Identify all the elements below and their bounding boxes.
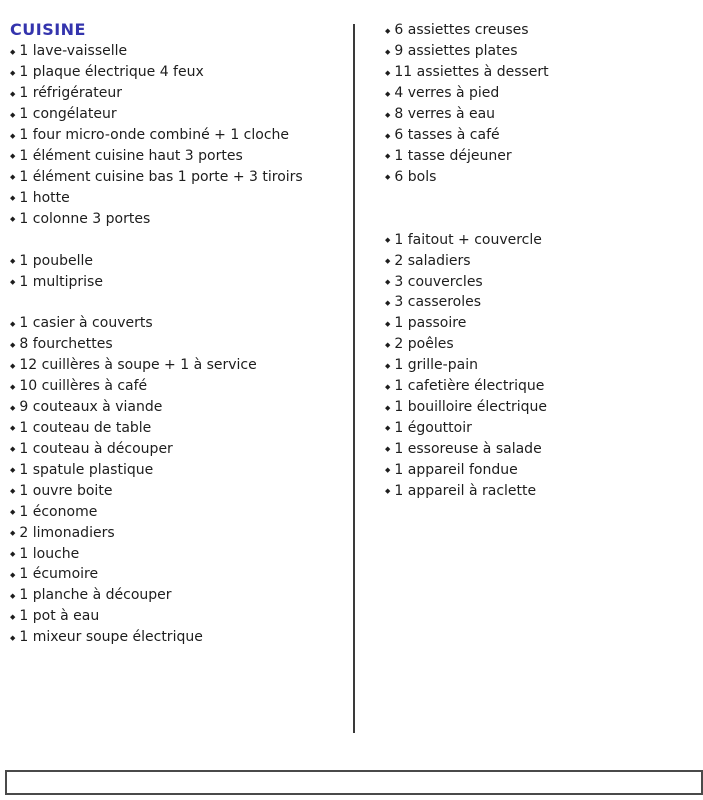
item-label: 1 tasse déjeuner (394, 147, 512, 164)
item-label: 10 cuillères à café (19, 378, 148, 395)
diamond-bullet-icon: ◆ (10, 466, 16, 475)
diamond-bullet-icon: ◆ (10, 257, 16, 266)
item-label: 1 ouvre boite (19, 482, 113, 499)
diamond-bullet-icon: ◆ (385, 257, 391, 266)
diamond-bullet-icon: ◆ (385, 47, 391, 56)
item-label: 1 égouttoir (394, 419, 472, 436)
list-item (10, 271, 355, 292)
list-item (385, 62, 697, 83)
item-label: 1 lave-vaisselle (19, 43, 128, 60)
item-label: 1 écumoire (19, 566, 99, 583)
diamond-bullet-icon: ◆ (10, 508, 16, 517)
diamond-bullet-icon: ◆ (10, 340, 16, 349)
right-column (385, 20, 697, 501)
item-label: 1 colonne 3 portes (19, 210, 151, 227)
diamond-bullet-icon: ◆ (385, 445, 391, 454)
item-label: 9 couteaux à viande (19, 399, 163, 416)
item-label: 6 bols (394, 168, 437, 185)
diamond-bullet-icon: ◆ (385, 278, 391, 287)
diamond-bullet-icon: ◆ (10, 173, 16, 182)
item-label: 1 passoire (394, 315, 467, 332)
diamond-bullet-icon: ◆ (385, 319, 391, 328)
item-label: 1 appareil à raclette (394, 482, 537, 499)
right-group-1 (385, 20, 697, 187)
diamond-bullet-icon: ◆ (385, 89, 391, 98)
list-item (385, 83, 697, 104)
list-item (385, 438, 697, 459)
list-item (385, 229, 697, 250)
list-item (10, 480, 355, 501)
list-item (385, 459, 697, 480)
item-label: 1 couteau à découper (19, 440, 173, 457)
list-item (10, 187, 355, 208)
list-item (10, 585, 355, 606)
list-item (10, 522, 355, 543)
list-item (10, 313, 355, 334)
diamond-bullet-icon: ◆ (385, 26, 391, 35)
item-label: 2 poêles (394, 336, 454, 353)
list-item (10, 627, 355, 648)
list-item (10, 334, 355, 355)
item-label: 1 four micro-onde combiné + 1 cloche (19, 127, 290, 144)
diamond-bullet-icon: ◆ (10, 131, 16, 140)
list-item (10, 438, 355, 459)
diamond-bullet-icon: ◆ (10, 445, 16, 454)
diamond-bullet-icon: ◆ (385, 68, 391, 77)
diamond-bullet-icon: ◆ (385, 466, 391, 475)
item-label: 1 grille-pain (394, 357, 478, 374)
diamond-bullet-icon: ◆ (10, 591, 16, 600)
diamond-bullet-icon: ◆ (10, 89, 16, 98)
item-label: 1 louche (19, 545, 80, 562)
diamond-bullet-icon: ◆ (10, 110, 16, 119)
diamond-bullet-icon: ◆ (385, 361, 391, 370)
item-label: 1 poubelle (19, 252, 93, 269)
item-label: 4 verres à pied (394, 85, 500, 102)
item-label: 6 assiettes creuses (394, 22, 529, 39)
list-item (385, 480, 697, 501)
diamond-bullet-icon: ◆ (385, 110, 391, 119)
list-item (10, 606, 355, 627)
item-label: 1 pot à eau (19, 608, 100, 625)
diamond-bullet-icon: ◆ (385, 236, 391, 245)
left-column (10, 20, 355, 648)
item-label: 1 élément cuisine haut 3 portes (19, 147, 243, 164)
page-title: CUISINE (10, 20, 86, 39)
item-label: 1 casier à couverts (19, 315, 153, 332)
diamond-bullet-icon: ◆ (385, 403, 391, 412)
item-label: 1 essoreuse à salade (394, 440, 542, 457)
item-label: 1 appareil fondue (394, 461, 518, 478)
item-label: 1 mixeur soupe électrique (19, 629, 203, 646)
list-item (10, 125, 355, 146)
item-label: 3 casseroles (394, 294, 482, 311)
list-item (385, 418, 697, 439)
right-column-groups (385, 20, 697, 501)
diamond-bullet-icon: ◆ (385, 131, 391, 140)
diamond-bullet-icon: ◆ (10, 47, 16, 56)
diamond-bullet-icon: ◆ (385, 340, 391, 349)
diamond-bullet-icon: ◆ (10, 570, 16, 579)
list-item (10, 397, 355, 418)
item-label: 1 plaque électrique 4 feux (19, 64, 204, 81)
list-item (10, 501, 355, 522)
item-label: 8 fourchettes (19, 336, 113, 353)
diamond-bullet-icon: ◆ (10, 152, 16, 161)
list-item (10, 166, 355, 187)
item-label: 1 multiprise (19, 273, 103, 290)
item-label: 1 faitout + couvercle (394, 231, 542, 248)
diamond-bullet-icon: ◆ (385, 173, 391, 182)
list-item (385, 355, 697, 376)
list-item (385, 334, 697, 355)
diamond-bullet-icon: ◆ (10, 529, 16, 538)
item-label: 6 tasses à café (394, 127, 500, 144)
left-group-1 (10, 41, 355, 229)
diamond-bullet-icon: ◆ (10, 68, 16, 77)
diamond-bullet-icon: ◆ (10, 382, 16, 391)
list-item (10, 459, 355, 480)
item-label: 9 assiettes plates (394, 43, 518, 60)
list-item (385, 125, 697, 146)
list-item (10, 250, 355, 271)
list-item (10, 564, 355, 585)
left-group-2 (10, 250, 355, 292)
left-group-3 (10, 313, 355, 648)
list-item (10, 208, 355, 229)
item-label: 12 cuillères à soupe + 1 à service (19, 357, 257, 374)
list-item (10, 41, 355, 62)
item-label: 1 cafetière électrique (394, 378, 545, 395)
list-item (385, 104, 697, 125)
list-item (385, 250, 697, 271)
item-label: 8 verres à eau (394, 106, 496, 123)
list-item (10, 355, 355, 376)
diamond-bullet-icon: ◆ (10, 487, 16, 496)
item-label: 1 réfrigérateur (19, 85, 122, 102)
left-column-groups (10, 41, 355, 648)
item-label: 1 bouilloire électrique (394, 399, 548, 416)
list-item (385, 292, 697, 313)
diamond-bullet-icon: ◆ (385, 424, 391, 433)
list-item (385, 146, 697, 167)
diamond-bullet-icon: ◆ (385, 487, 391, 496)
diamond-bullet-icon: ◆ (10, 424, 16, 433)
diamond-bullet-icon: ◆ (10, 278, 16, 287)
diamond-bullet-icon: ◆ (10, 550, 16, 558)
list-item (10, 83, 355, 104)
item-label: 1 hotte (19, 189, 70, 206)
item-label: 1 planche à découper (19, 587, 172, 604)
diamond-bullet-icon: ◆ (10, 612, 16, 621)
item-label: 1 élément cuisine bas 1 porte + 3 tiroirs (19, 168, 303, 185)
item-label: 11 assiettes à dessert (394, 64, 549, 81)
list-item (10, 146, 355, 167)
item-label: 2 limonadiers (19, 524, 115, 541)
list-item (385, 20, 697, 41)
item-label: 1 congélateur (19, 106, 117, 123)
column-divider-line (353, 24, 355, 733)
list-item (385, 397, 697, 418)
list-item (10, 543, 355, 564)
list-item (10, 62, 355, 83)
list-item (385, 166, 697, 187)
item-label: 2 saladiers (394, 252, 471, 269)
list-item (10, 418, 355, 439)
list-item (385, 41, 697, 62)
list-item (385, 271, 697, 292)
item-label: 3 couvercles (394, 273, 483, 290)
list-item (385, 376, 697, 397)
diamond-bullet-icon: ◆ (10, 403, 16, 412)
diamond-bullet-icon: ◆ (10, 194, 16, 203)
item-label: 1 économe (19, 503, 98, 520)
diamond-bullet-icon: ◆ (10, 215, 16, 224)
diamond-bullet-icon: ◆ (10, 633, 16, 642)
diamond-bullet-icon: ◆ (10, 361, 16, 370)
list-item (385, 313, 697, 334)
list-item (10, 376, 355, 397)
diamond-bullet-icon: ◆ (385, 298, 391, 307)
diamond-bullet-icon: ◆ (385, 152, 391, 161)
list-item (10, 104, 355, 125)
diamond-bullet-icon: ◆ (385, 382, 391, 391)
item-label: 1 spatule plastique (19, 461, 154, 478)
diamond-bullet-icon: ◆ (10, 319, 16, 328)
item-label: 1 couteau de table (19, 419, 152, 436)
right-group-2 (385, 229, 697, 501)
footer-note-box (5, 770, 703, 795)
